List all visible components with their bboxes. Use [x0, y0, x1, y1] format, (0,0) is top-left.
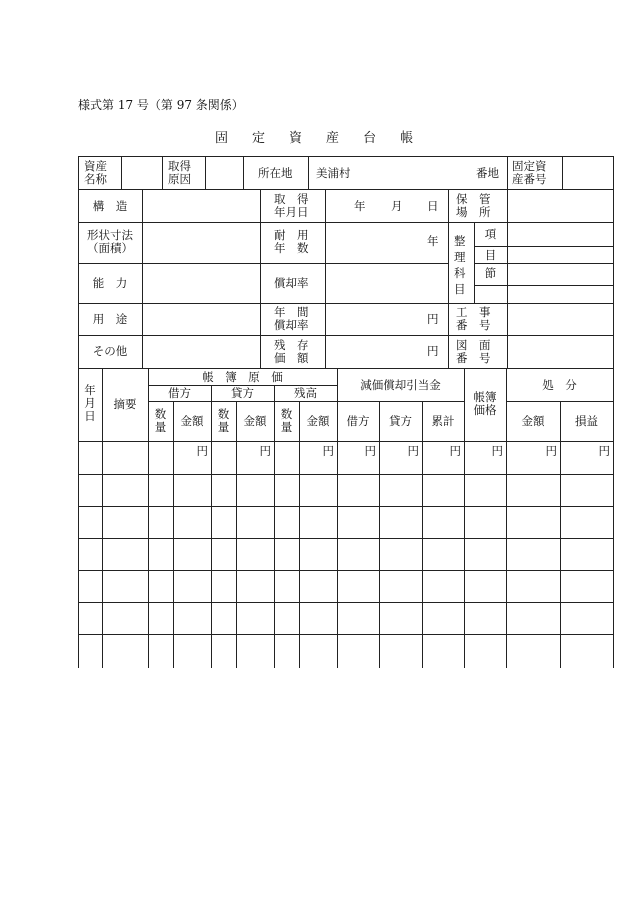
disposal-profit-loss-header: 損益: [575, 414, 598, 428]
balance-amount-header: 金額: [306, 414, 330, 428]
moku-label: 目: [484, 248, 497, 262]
storage-location-label: 保 管 場 所: [456, 192, 491, 219]
book-price-header: 帳簿 価格: [473, 390, 497, 417]
debit-qty-header: 数 量: [154, 407, 167, 434]
date-year-unit: 年: [354, 199, 366, 213]
title-char: 資: [289, 131, 303, 146]
debit-amount-header: 金額: [180, 414, 204, 428]
title-char: 固: [215, 131, 229, 146]
date-day-unit: 日: [427, 199, 439, 213]
book-debit-header: 借方: [168, 386, 191, 400]
dep-total-header: 累計: [431, 414, 455, 428]
title-char: 帳: [400, 131, 414, 146]
yen-unit: 円: [545, 444, 557, 458]
yen-unit: 円: [491, 444, 503, 458]
location-label: 所在地: [258, 166, 293, 180]
yen-unit: 円: [196, 444, 208, 458]
form-number: 様式第 17 号（第 97 条関係）: [78, 98, 244, 112]
credit-qty-header: 数 量: [217, 407, 230, 434]
annual-depreciation-unit: 円: [427, 312, 439, 326]
use-label: 用 途: [92, 312, 128, 326]
book-value-header: 帳 簿 原 価: [202, 370, 283, 384]
annual-depreciation-label: 年 間 償却率: [274, 305, 309, 332]
yen-unit: 円: [364, 444, 376, 458]
yen-unit: 円: [449, 444, 461, 458]
balance-qty-header: 数 量: [280, 407, 293, 434]
kou-label: 項: [484, 227, 497, 241]
capacity-label: 能 力: [92, 276, 128, 290]
dep-debit-header: 借方: [346, 414, 370, 428]
structure-label: 構 造: [92, 199, 128, 213]
asset-name-label: 資産 名称: [84, 159, 107, 186]
acquisition-cause-label: 取得 原因: [168, 159, 191, 186]
book-balance-header: 残高: [294, 386, 317, 400]
useful-life-unit: 年: [427, 234, 439, 248]
date-month-unit: 月: [391, 199, 403, 213]
shape-size-label: 形状寸法 （面積）: [87, 228, 133, 255]
residual-value-unit: 円: [427, 344, 439, 358]
setsu-label: 節: [484, 266, 497, 280]
construction-number-label: 工 事 番 号: [456, 305, 491, 332]
title-char: 産: [326, 131, 340, 146]
drawing-number-label: 図 面 番 号: [456, 338, 491, 365]
ledger-date-header: 年 月 日: [84, 383, 96, 423]
disposal-header: 処 分: [542, 378, 577, 392]
banchi-label: 番地: [476, 166, 499, 180]
dep-credit-header: 貸方: [389, 414, 412, 428]
residual-value-label: 残 存 価 額: [274, 338, 309, 365]
location-value: 美浦村: [316, 166, 351, 180]
title-char: 定: [252, 131, 266, 146]
disposal-amount-header: 金額: [521, 414, 545, 428]
depreciation-allowance-header: 減価償却引当金: [360, 378, 441, 392]
title-char: 台: [363, 131, 377, 146]
fixed-asset-number-label: 固定資 産番号: [512, 159, 547, 186]
depreciation-rate-label: 償却率: [274, 276, 309, 290]
book-credit-header: 貸方: [231, 386, 254, 400]
yen-unit: 円: [259, 444, 271, 458]
classification-label: 整 理 科 目: [454, 234, 466, 296]
useful-life-label: 耐 用 年 数: [274, 228, 309, 255]
summary-header: 摘要: [113, 397, 137, 411]
credit-amount-header: 金額: [243, 414, 267, 428]
yen-unit: 円: [598, 444, 610, 458]
other-label: その他: [92, 344, 128, 358]
upper-frame: [79, 157, 614, 369]
yen-unit: 円: [322, 444, 334, 458]
acquisition-date-label: 取 得 年月日: [274, 192, 309, 219]
yen-unit: 円: [407, 444, 419, 458]
